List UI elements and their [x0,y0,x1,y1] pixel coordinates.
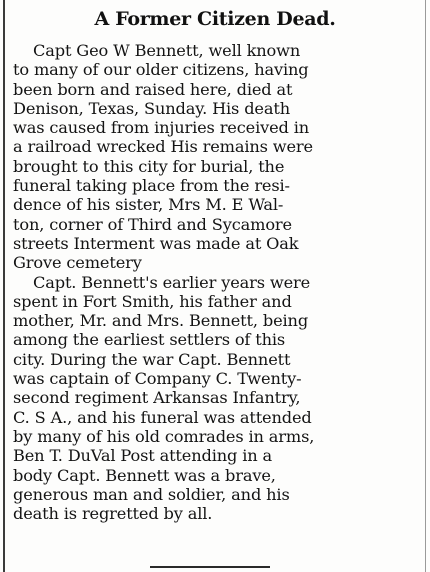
text-line: Grove cemetery [13,253,142,273]
text-line: been born and raised here, died at [13,79,293,99]
text-line: Capt. Bennett's earlier years were [33,272,311,292]
paragraph-1 [13,41,420,273]
text-line: spent in Fort Smith, his father and [13,291,292,311]
text-line: Capt Geo W Bennett, well known [33,41,301,60]
text-line: was caused from injuries received in [13,118,310,138]
text-line: generous man and soldier, and his [13,484,290,504]
column-rule-left [3,0,5,572]
text-line: dence of his sister, Mrs M. E Wal- [13,195,284,215]
text-line: death is regretted by all. [13,504,213,524]
column-rule-right [425,0,426,572]
text-line: was captain of Company C. Twenty- [13,369,302,389]
text-line: brought to this city for burial, the [13,156,285,176]
article-headline: A Former Citizen Dead. [94,8,336,30]
article-body [13,41,420,523]
text-line: city. During the war Capt. Bennett [13,349,291,369]
text-line: body Capt. Bennett was a brave, [13,465,276,485]
text-line: second regiment Arkansas Infantry, [13,388,301,408]
closing-rule [150,566,270,568]
paragraph-2 [13,273,420,524]
text-line: Ben T. DuVal Post attending in a [13,446,273,466]
text-line: ton, corner of Third and Sycamore [13,214,292,234]
text-line: funeral taking place from the resi- [13,176,290,196]
text-line: C. S A., and his funeral was attended [13,407,312,427]
text-line: Denison, Texas, Sunday. His death [13,98,290,118]
text-line: to many of our older citizens, having [13,60,309,80]
text-line: among the earliest settlers of this [13,330,286,350]
text-line: a railroad wrecked His remains were [13,137,313,157]
text-line: by many of his old comrades in arms, [13,426,315,446]
text-line: mother, Mr. and Mrs. Bennett, being [13,311,309,331]
text-line: streets Interment was made at Oak [13,233,299,253]
